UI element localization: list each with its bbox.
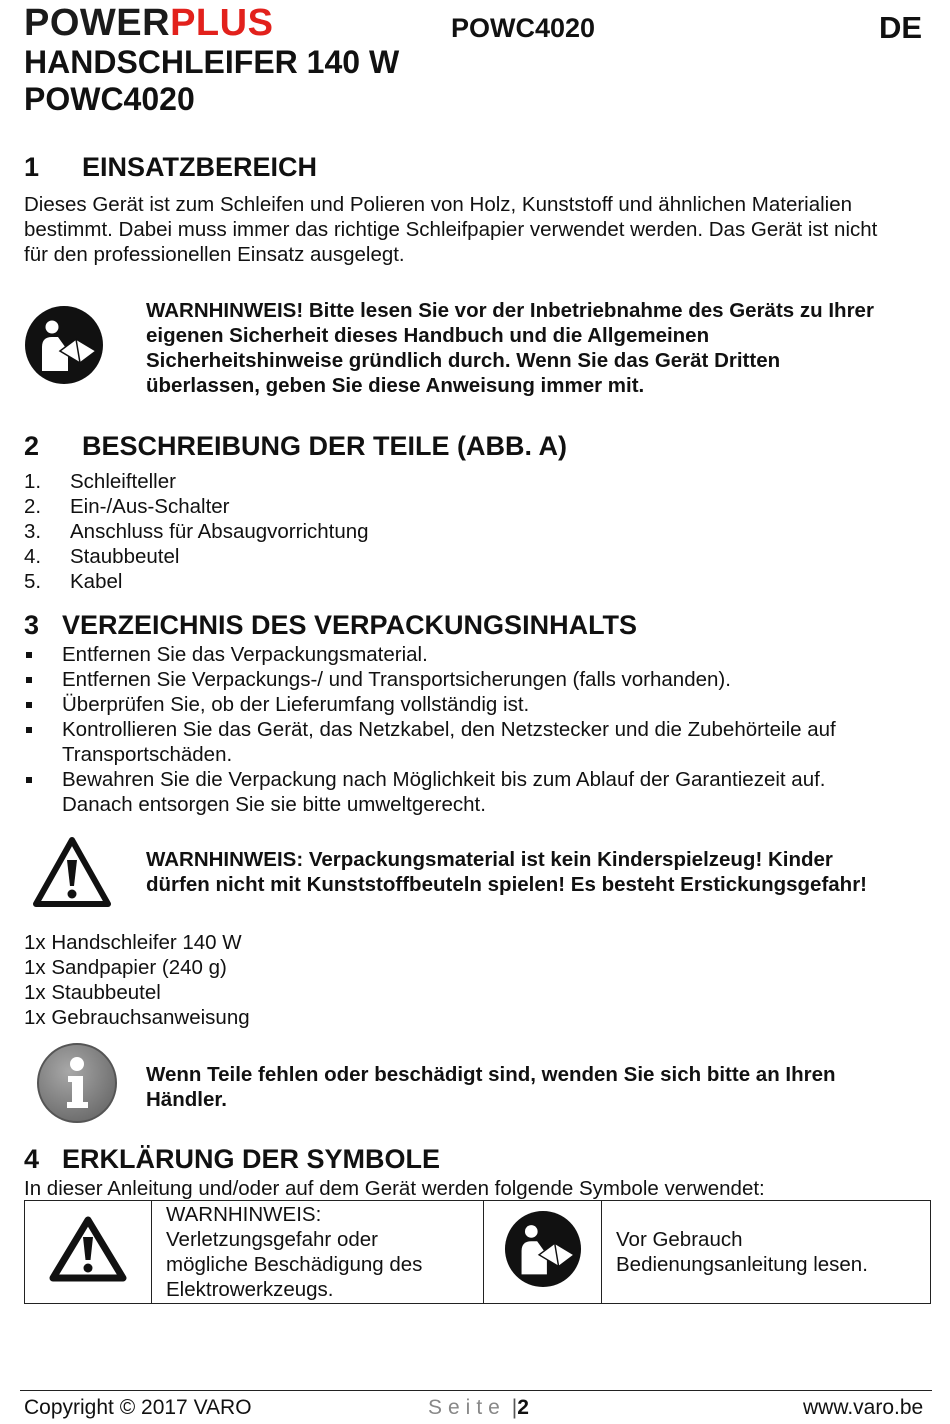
paragraph-line: für den professionellen Einsatz ausgelegt.: [24, 243, 405, 266]
bullet-text: Bewahren Sie die Verpackung nach Möglichkeit bis zum Ablauf der Garantiezeit auf.: [62, 768, 826, 791]
info-missing-parts: [146, 1062, 936, 1112]
section-number: 2: [24, 431, 40, 461]
info-icon: [36, 1042, 118, 1124]
list-item: [24, 717, 924, 767]
warning-triangle-icon: [48, 1215, 128, 1283]
list-item: [24, 667, 924, 692]
warning-line: überlassen, geben Sie diese Anweisung immer mit.: [146, 374, 645, 397]
item-label: Staubbeutel: [70, 545, 180, 568]
list-item: [24, 519, 369, 544]
symbols-intro: In dieser Anleitung und/oder auf dem Gerät werden folgende Symbole verwendet:: [24, 1177, 765, 1200]
item-number: 1.: [24, 470, 42, 493]
bullet-icon: [26, 702, 32, 708]
header-model: POWC4020: [451, 13, 596, 43]
symbol-desc-line: Vor Gebrauch: [616, 1228, 743, 1251]
symbol-desc-line: Bedienungsanleitung lesen.: [616, 1253, 868, 1276]
warning-line: WARNHINWEIS! Bitte lesen Sie vor der Inbetriebnahme des Geräts zu Ihrer: [146, 299, 874, 322]
footer-copyright: Copyright © 2017 VARO: [24, 1396, 252, 1419]
bullet-text: Entfernen Sie Verpackungs-/ und Transportsicherungen (falls vorhanden).: [62, 668, 731, 691]
list-item: [24, 692, 924, 717]
bullet-icon: [26, 677, 32, 683]
symbol-desc-line: Elektrowerkzeugs.: [166, 1278, 334, 1301]
brand-logo-part1: POWER: [24, 2, 171, 44]
section-title: BESCHREIBUNG DER TEILE (ABB. A): [82, 431, 568, 461]
symbol-desc-line: Verletzungsgefahr oder: [166, 1228, 378, 1251]
footer-page-label: Seite: [428, 1396, 506, 1419]
section-title: VERZEICHNIS DES VERPACKUNGSINHALTS: [62, 610, 638, 640]
title-line-1: HANDSCHLEIFER 140 W: [24, 44, 400, 80]
table-cell-icon: [484, 1201, 602, 1304]
brand-logo: [24, 2, 273, 45]
list-item: [24, 544, 369, 569]
warning-read-manual: [146, 298, 936, 398]
table-cell-icon: [25, 1201, 152, 1304]
section-title: ERKLÄRUNG DER SYMBOLE: [62, 1144, 441, 1174]
section-4-heading: [24, 1144, 440, 1175]
footer-url: www.varo.be: [803, 1396, 924, 1419]
item-label: Anschluss für Absaugvorrichtung: [70, 520, 369, 543]
section-title: EINSATZBEREICH: [82, 152, 318, 182]
parts-list: [24, 469, 369, 594]
warning-triangle-icon: [32, 836, 112, 908]
title-line-2: POWC4020: [24, 81, 195, 117]
list-item: [24, 469, 369, 494]
paragraph-line: Dieses Gerät ist zum Schleifen und Polieren von Holz, Kunststoff und ähnlichen Materialien: [24, 193, 853, 216]
warning-line: WARNHINWEIS: Verpackungsmaterial ist kein Kinderspielzeug! Kinder: [146, 848, 833, 871]
warning-packaging: [146, 847, 936, 897]
info-line: Händler.: [146, 1088, 227, 1111]
list-item: [24, 767, 924, 817]
warning-line: eigenen Sicherheit dieses Handbuch und die Allgemeinen: [146, 324, 710, 347]
section-number: 3: [24, 610, 40, 640]
symbol-desc-line: WARNHINWEIS:: [166, 1203, 322, 1226]
item-number: 5.: [24, 570, 42, 593]
list-item: 1x Handschleifer 140 W: [24, 931, 242, 954]
paragraph-line: bestimmt. Dabei muss immer das richtige Schleifpapier verwendet werden. Das Gerät ist nicht: [24, 218, 878, 241]
info-line: Wenn Teile fehlen oder beschädigt sind, wenden Sie sich bitte an Ihren: [146, 1063, 836, 1086]
footer-separator: |: [511, 1396, 518, 1419]
section-1-heading: [24, 152, 317, 183]
section-1-paragraph: [24, 192, 934, 267]
bullet-text: Danach entsorgen Sie sie bitte umweltgerecht.: [62, 793, 486, 816]
bullet-icon: [26, 777, 32, 783]
footer-divider: [20, 1390, 932, 1391]
document-title: [24, 44, 399, 118]
item-number: 4.: [24, 545, 42, 568]
warning-line: dürfen nicht mit Kunststoffbeuteln spielen! Es besteht Erstickungsgefahr!: [146, 873, 867, 896]
bullet-text: Transportschäden.: [62, 743, 233, 766]
list-item: 1x Staubbeutel: [24, 981, 161, 1004]
item-label: Schleifteller: [70, 470, 176, 493]
read-manual-icon: [24, 305, 104, 385]
footer-page-info: [428, 1396, 529, 1420]
brand-logo-part2: PLUS: [170, 2, 274, 44]
symbols-table: [24, 1200, 931, 1304]
bullet-text: Entfernen Sie das Verpackungsmaterial.: [62, 643, 428, 666]
bullet-text: Überprüfen Sie, ob der Lieferumfang vollständig ist.: [62, 693, 530, 716]
warning-line: Sicherheitshinweise gründlich durch. Wenn Sie das Gerät Dritten: [146, 349, 781, 372]
item-number: 3.: [24, 520, 42, 543]
symbol-desc-line: mögliche Beschädigung des: [166, 1253, 423, 1276]
section-number: 4: [24, 1144, 40, 1174]
packaging-bullet-list: [24, 642, 924, 817]
list-item: 1x Sandpapier (240 g): [24, 956, 227, 979]
package-contents-list: [24, 930, 250, 1030]
read-manual-icon: [504, 1210, 582, 1288]
item-label: Ein-/Aus-Schalter: [70, 495, 230, 518]
footer-page-number: 2: [517, 1396, 529, 1419]
header-language: DE: [879, 10, 923, 45]
bullet-text: Kontrollieren Sie das Gerät, das Netzkabel, den Netzstecker und die Zubehörteile auf: [62, 718, 836, 741]
list-item: 1x Gebrauchsanweisung: [24, 1006, 250, 1029]
bullet-icon: [26, 727, 32, 733]
section-number: 1: [24, 152, 40, 182]
section-3-heading: [24, 610, 637, 641]
list-item: [24, 642, 924, 667]
table-row: [25, 1201, 931, 1304]
bullet-icon: [26, 652, 32, 658]
list-item: [24, 494, 369, 519]
item-number: 2.: [24, 495, 42, 518]
table-cell-text: [152, 1201, 484, 1304]
table-cell-text: [602, 1201, 931, 1304]
list-item: [24, 569, 369, 594]
item-label: Kabel: [70, 570, 123, 593]
section-2-heading: [24, 431, 567, 462]
